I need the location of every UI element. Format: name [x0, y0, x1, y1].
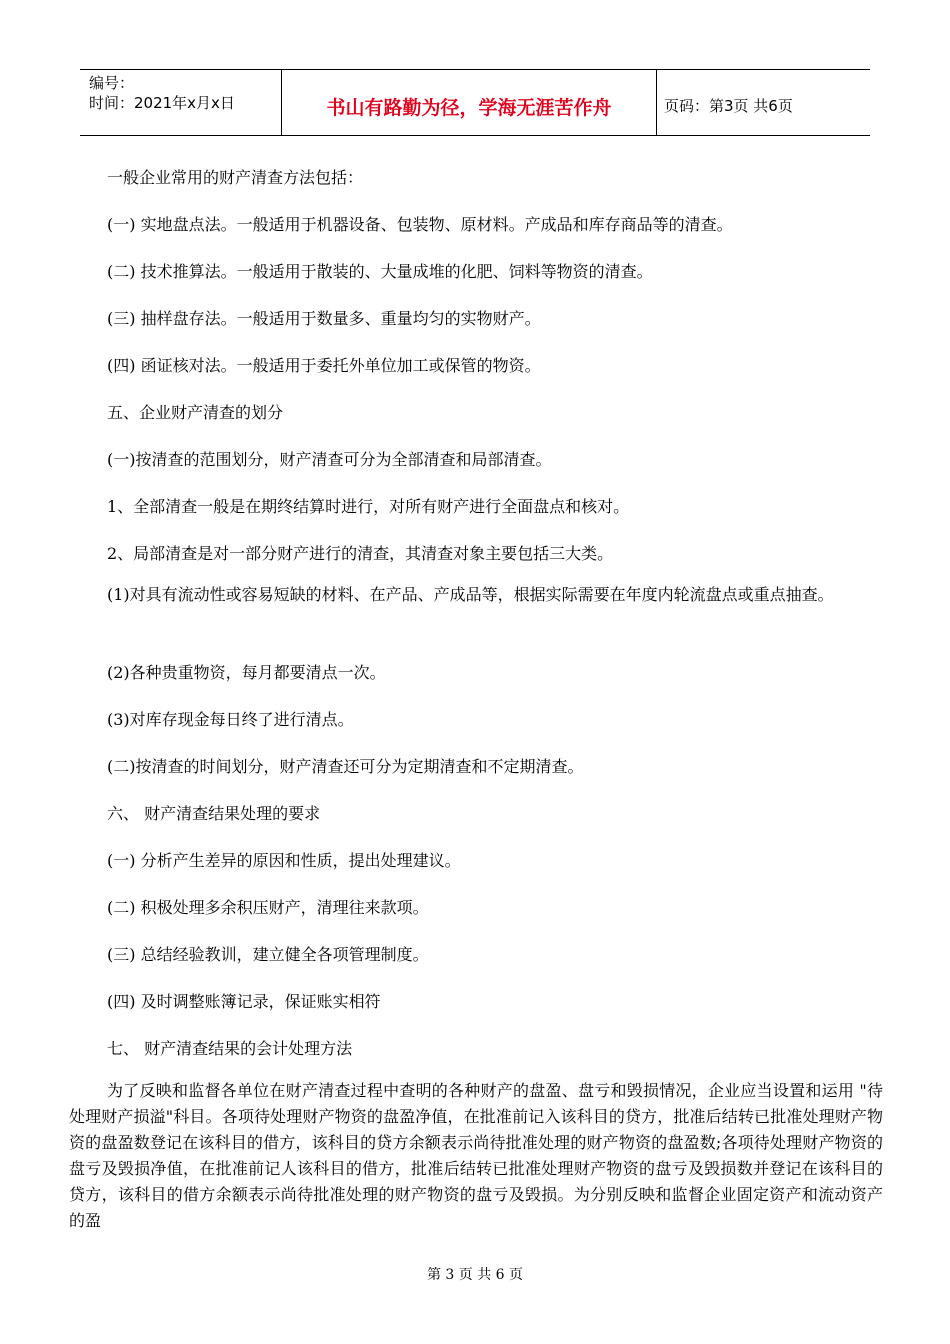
body-paragraph: 为了反映和监督各单位在财产清查过程中查明的各种财产的盘盈、盘亏和毁损情况，企业应当设置和运用 "待处理财产损溢"科目。各项待处理财产物资的盘盈净值，在批准前记入该科目的贷方，批准后结转已批准处理财产物资的盘盈数登记在该科目的借方，该科目的贷方余额表示尚待批准处理的财产物资的盘盈数;各项待处理财产物资的盘亏及毁损净值，在批准前记人该科目的借方，批准后结转已批准处理财产物资的盘亏及毁损数并登记在该科目的贷方，该科目的借方余额表示尚待批准处理的财产物资的盘亏及毁损。为分别反映和监督企业固定资产和流动资产的盈 — [69, 1081, 883, 1230]
header-number-label: 编号： — [89, 74, 135, 92]
header-time-label: 时间：2021年x月x日 — [89, 94, 235, 112]
body-line: (一) 实地盘点法。一般适用于机器设备、包装物、原材料。产成品和库存商品等的清查。 — [107, 215, 733, 234]
section-heading: 六、 财产清查结果处理的要求 — [107, 804, 321, 823]
header-divider — [656, 69, 657, 135]
page-footer: 第 3 页 共 6 页 — [426, 1267, 524, 1283]
body-paragraph: (1)对具有流动性或容易短缺的材料、在产品、产成品等，根据实际需要在年度内轮流盘点或重点抽查。 — [107, 585, 834, 604]
body-line: (二) 积极处理多余积压财产，清理往来款项。 — [107, 898, 429, 917]
body-line: 1、全部清查一般是在期终结算时进行，对所有财产进行全面盘点和核对。 — [107, 497, 630, 516]
body-line: 2、局部清查是对一部分财产进行的清查，其清查对象主要包括三大类。 — [107, 544, 614, 563]
section-heading: 七、 财产清查结果的会计处理方法 — [107, 1039, 353, 1058]
body-line: (一) 分析产生差异的原因和性质，提出处理建议。 — [107, 851, 461, 870]
body-line: (二) 技术推算法。一般适用于散装的、大量成堆的化肥、饲料等物资的清查。 — [107, 262, 653, 281]
body-line: 一般企业常用的财产清查方法包括： — [107, 168, 364, 187]
body-line: (四) 函证核对法。一般适用于委托外单位加工或保管的物资。 — [107, 356, 541, 375]
body-line: (四) 及时调整账簿记录，保证账实相符 — [107, 992, 381, 1011]
body-line: (三) 抽样盘存法。一般适用于数量多、重量均匀的实物财产。 — [107, 309, 541, 328]
body-line: (三) 总结经验教训，建立健全各项管理制度。 — [107, 945, 429, 964]
body-line: (一)按清查的范围划分，财产清查可分为全部清查和局部清查。 — [107, 450, 552, 469]
body-line: (2)各种贵重物资，每月都要清点一次。 — [107, 663, 386, 682]
body-line: (二)按清查的时间划分，财产清查还可分为定期清查和不定期清查。 — [107, 757, 584, 776]
section-heading: 五、企业财产清查的划分 — [107, 403, 284, 422]
header-motto: 书山有路勤为径，学海无涯苦作舟 — [326, 97, 612, 119]
header-top-rule — [80, 69, 870, 70]
header-bottom-rule — [80, 135, 870, 136]
body-line: (3)对库存现金每日终了进行清点。 — [107, 710, 354, 729]
header-page-label: 页码：第3页 共6页 — [664, 97, 793, 115]
